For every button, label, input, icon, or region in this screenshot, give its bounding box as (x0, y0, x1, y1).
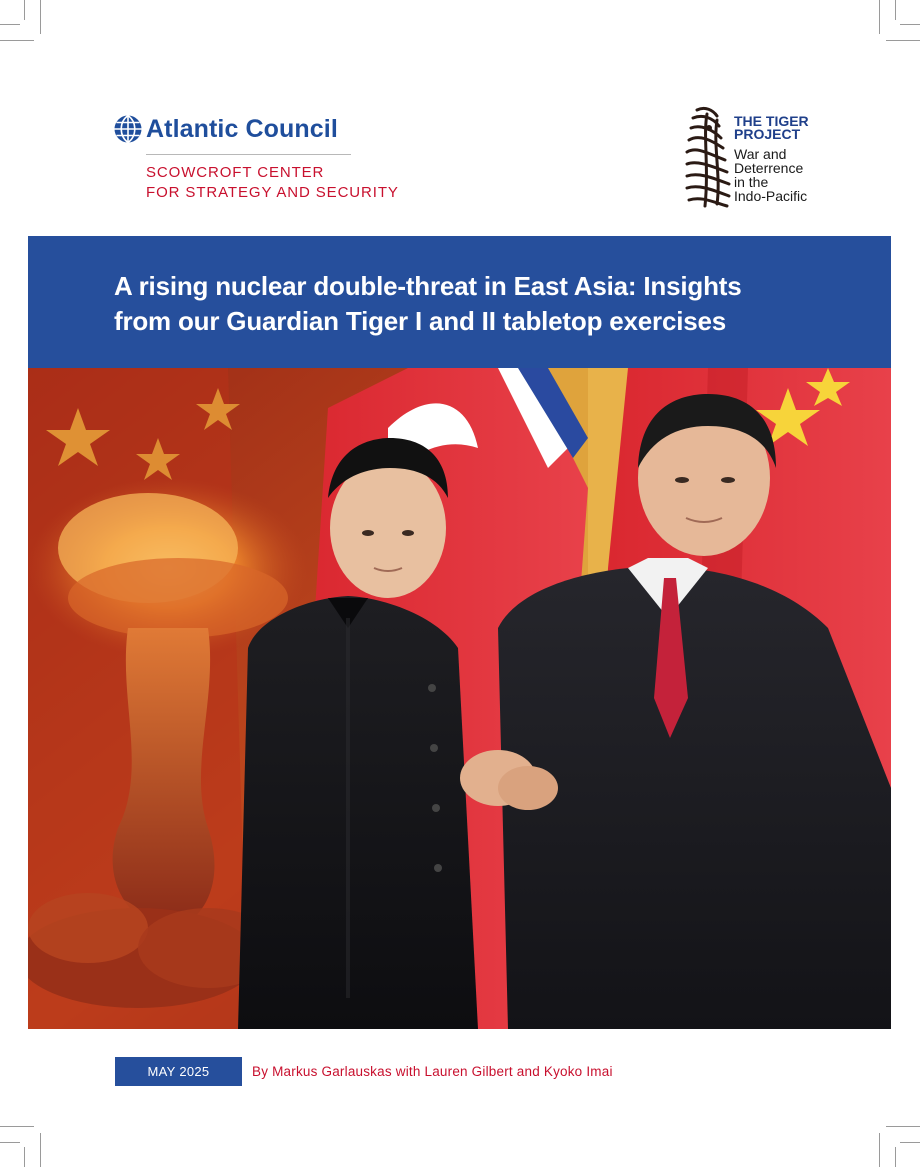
partner-title-line1: THE TIGER (734, 113, 809, 129)
center-name-line1: SCOWCROFT CENTER (146, 164, 325, 181)
crop-mark (24, 0, 25, 20)
cover-photo (28, 368, 891, 1029)
crop-mark (0, 1142, 20, 1143)
partner-subtitle-line3: in the (734, 174, 769, 190)
publisher-name: Atlantic Council (146, 115, 338, 143)
crop-mark (879, 1133, 880, 1167)
partner-subtitle-line4: Indo-Pacific (734, 188, 808, 204)
crop-mark (40, 1133, 41, 1167)
crop-mark (895, 0, 896, 20)
crop-mark (900, 1142, 920, 1143)
center-name-line2: FOR STRATEGY AND SECURITY (146, 184, 399, 201)
tiger-project-logo (683, 106, 833, 210)
crop-mark (895, 1147, 896, 1167)
publication-date: MAY 2025 (115, 1057, 242, 1086)
globe-icon (113, 114, 143, 144)
cover-illustration (28, 368, 891, 1029)
report-title-line2: from our Guardian Tiger I and II tabletop exercises (114, 306, 727, 336)
crop-mark (0, 40, 34, 41)
tiger-icon (683, 106, 733, 210)
report-title-line1: A rising nuclear double-threat in East Asia: Insights (114, 271, 742, 301)
partner-subtitle-line2: Deterrence (734, 160, 804, 176)
crop-mark (0, 24, 20, 25)
title-banner (28, 236, 891, 368)
logo-divider (146, 154, 351, 155)
crop-mark (40, 0, 41, 34)
crop-mark (886, 1126, 920, 1127)
crop-mark (900, 24, 920, 25)
crop-mark (879, 0, 880, 34)
partner-title-line2: PROJECT (734, 126, 801, 142)
crop-mark (0, 1126, 34, 1127)
author-byline: By Markus Garlauskas with Lauren Gilbert and Kyoko Imai (252, 1064, 613, 1079)
partner-subtitle-line1: War and (734, 146, 787, 162)
crop-mark (886, 40, 920, 41)
crop-mark (24, 1147, 25, 1167)
